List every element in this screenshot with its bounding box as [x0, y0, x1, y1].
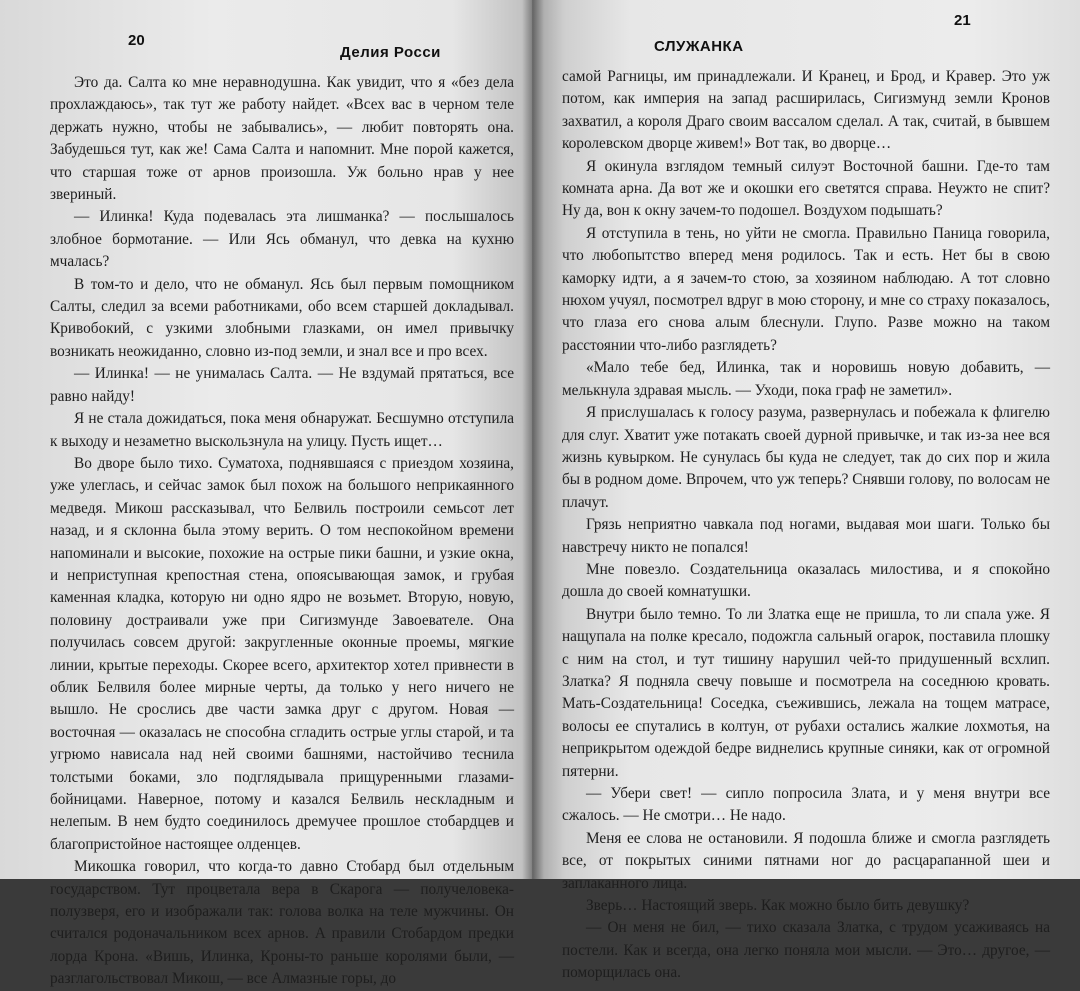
- paragraph: самой Рагницы, им принадлежали. И Кранец, и Брод, и Кравер. Это уж потом, как империя на запад расширилась, Сигизмунд земли Кронов захватил, а короля Драго своим вассалом сделал. А так, считай, в бывшем королевском дворце живем!» Вот так, во дворце…: [562, 68, 1050, 153]
- paragraph: — Он меня не бил, — тихо сказала Златка, с трудом усаживаясь на постели. Как и всегда, она легко поняла мои мысли. — Это… другое, — поморщилась она.: [562, 919, 1050, 982]
- paragraph: Я окинула взглядом темный силуэт Восточной башни. Где-то там комната арна. Да вот же и окошки его светятся справа. Неужто не спит? Ну да, вон к окну зачем-то подошел. Воздухом подышать?: [562, 157, 1050, 220]
- paragraph: Во дворе было тихо. Суматоха, поднявшаяся с приездом хозяина, уже улеглась, и сейчас замок был похож на большого неприкаянного медведя. Микош рассказывал, что Белвиль построили семьсот лет назад, и я склонна была этому верить. О том неспокойном времени напоминали и высокие, похожие на острые пики башни, и узкие окна, и неприступная крепостная стена, опоясывающая замок, и грубая каменная кладка, которую ни одно ядро не возьмет. Вторую, новую, половину достраивали уже при Сигизмунде Завоевателе. Она получилась совсем другой: закругленные оконные проемы, мягкие линии, крытые переходы. Скорее всего, архитектор хотел привнести в облик Белвиля более мирные черты, да только у него ничего не вышло. Не срослись две части замка друг с другом. Новая — восточная — оказалась не способна сгладить острые углы старой, и та угрюмо нависала над ней своими башнями, настойчиво теснила толстыми боками, зло подглядывала прищуренными глазами-бойницами. Наверное, потому и казался Белвиль нескладным и нелепым. В нем будто соединилось дремучее прошлое стобардцев и благопристойное настоящее олденцев.: [50, 454, 514, 853]
- paragraph: Это да. Салта ко мне неравнодушна. Как увидит, что я «без дела прохлаждаюсь», так тут же работу найдет. «Всех вас в черном теле держать нужно, чтобы не забывались», — любит повторять она. Забудешься тут, как же! Сама Салта и напомнит. Мне порой кажется, что старшая тоже от арнов произошла. Уж больно нрав у нее звериный.: [50, 74, 514, 204]
- left-page-header: [50, 30, 514, 62]
- paragraph: — Убери свет! — сипло попросила Злата, и у меня внутри все сжалось. — Не смотри… Не надо.: [562, 785, 1050, 825]
- paragraph: Меня ее слова не остановили. Я подошла ближе и смогла разглядеть все, от покрытых синими пятнами ног до расцарапанной шеи и заплаканного лица.: [562, 829, 1050, 892]
- left-page: [0, 0, 532, 988]
- paragraph: Я отступила в тень, но уйти не смогла. Правильно Паница говорила, что любопытство вперед меня родилось. Так и есть. Нет бы в свою каморку идти, а я зачем-то стою, за хозяином наблюдаю. А тот словно нюхом учуял, посмотрел вдруг в мою сторону, и мне со страху показалось, что глаза его снова алым блеснули. Глупо. Разве можно на таком расстоянии что-либо разглядеть?: [562, 224, 1050, 354]
- left-running-head: Делия Росси: [340, 44, 441, 61]
- paragraph: Я прислушалась к голосу разума, развернулась и побежала к флигелю для слуг. Хватит уже потакать своей дурной привычке, и так из-за нее вся жизнь кувырком. Не сунулась бы куда не следует, так до сих пор и жила бы в родном доме. Впрочем, что уж теперь? Снявши голову, по волосам не плачут.: [562, 404, 1050, 511]
- right-page: [532, 0, 1080, 982]
- left-page-number: 20: [128, 32, 145, 49]
- paragraph: Я не стала дожидаться, пока меня обнаружат. Бесшумно отступила к выходу и незаметно выскользнула на улицу. Пусть ищет…: [50, 410, 514, 450]
- right-page-text: [562, 66, 1050, 985]
- paragraph: Микошка говорил, что когда-то давно Стобард был отдельным государством. Тут процветала вера в Скарога — получеловека-полузверя, его и изображали так: голова волка на теле мужчины. Он считался родоначальником всех арнов. А правили Стобардом предки лорда Крона. «Вишь, Илинка, Кроны-то раньше королями были, — разглагольствовал Микош, — все Алмазные горы, до: [50, 858, 514, 988]
- right-page-number: 21: [954, 12, 971, 29]
- paragraph: Внутри было темно. То ли Златка еще не пришла, то ли спала уже. Я нащупала на полке кресало, подожгла сальный огарок, поставила плошку с ним на стол, и тут тишину нарушил чей-то придушенный всхлип. Златка? Я подняла свечу повыше и посмотрела на соседнюю кровать. Мать-Создательница! Соседка, съежившись, лежала на тощем матрасе, волосы ее спутались в колтун, от рубахи остались жалкие лохмотья, на неприкрытом одеждой бедре виднелись крупные синяки, как от огромной пятерни.: [562, 605, 1050, 780]
- paragraph: «Мало тебе бед, Илинка, так и норовишь новую добавить, — мелькнула здравая мысль. — Уходи, пока граф не заметил».: [562, 359, 1050, 399]
- right-running-head: СЛУЖАНКА: [654, 38, 744, 55]
- left-page-text: [50, 72, 514, 991]
- paragraph: В том-то и дело, что не обманул. Ясь был первым помощником Салты, следил за всеми работниками, обо всем старшей докладывал. Кривобокий, с узкими злобными глазками, он имел привычку возникать неожиданно, словно из-под земли, и знал все и про всех.: [50, 275, 514, 360]
- paragraph: — Илинка! — не унималась Салта. — Не вздумай прятаться, все равно найду!: [50, 365, 514, 405]
- paragraph: Мне повезло. Создательница оказалась милостива, и я спокойно дошла до своей комнатушки.: [562, 560, 1050, 601]
- paragraph: Зверь… Настоящий зверь. Как можно было бить девушку?: [586, 897, 970, 915]
- paragraph: Грязь неприятно чавкала под ногами, выдавая мои шаги. Только бы навстречу никто не попался!: [562, 516, 1050, 556]
- paragraph: — Илинка! Куда подевалась эта лишманка? — послышалось злобное бормотание. — Или Ясь обманул, что девка на кухню мчалась?: [50, 208, 514, 271]
- right-page-header: [562, 8, 1050, 55]
